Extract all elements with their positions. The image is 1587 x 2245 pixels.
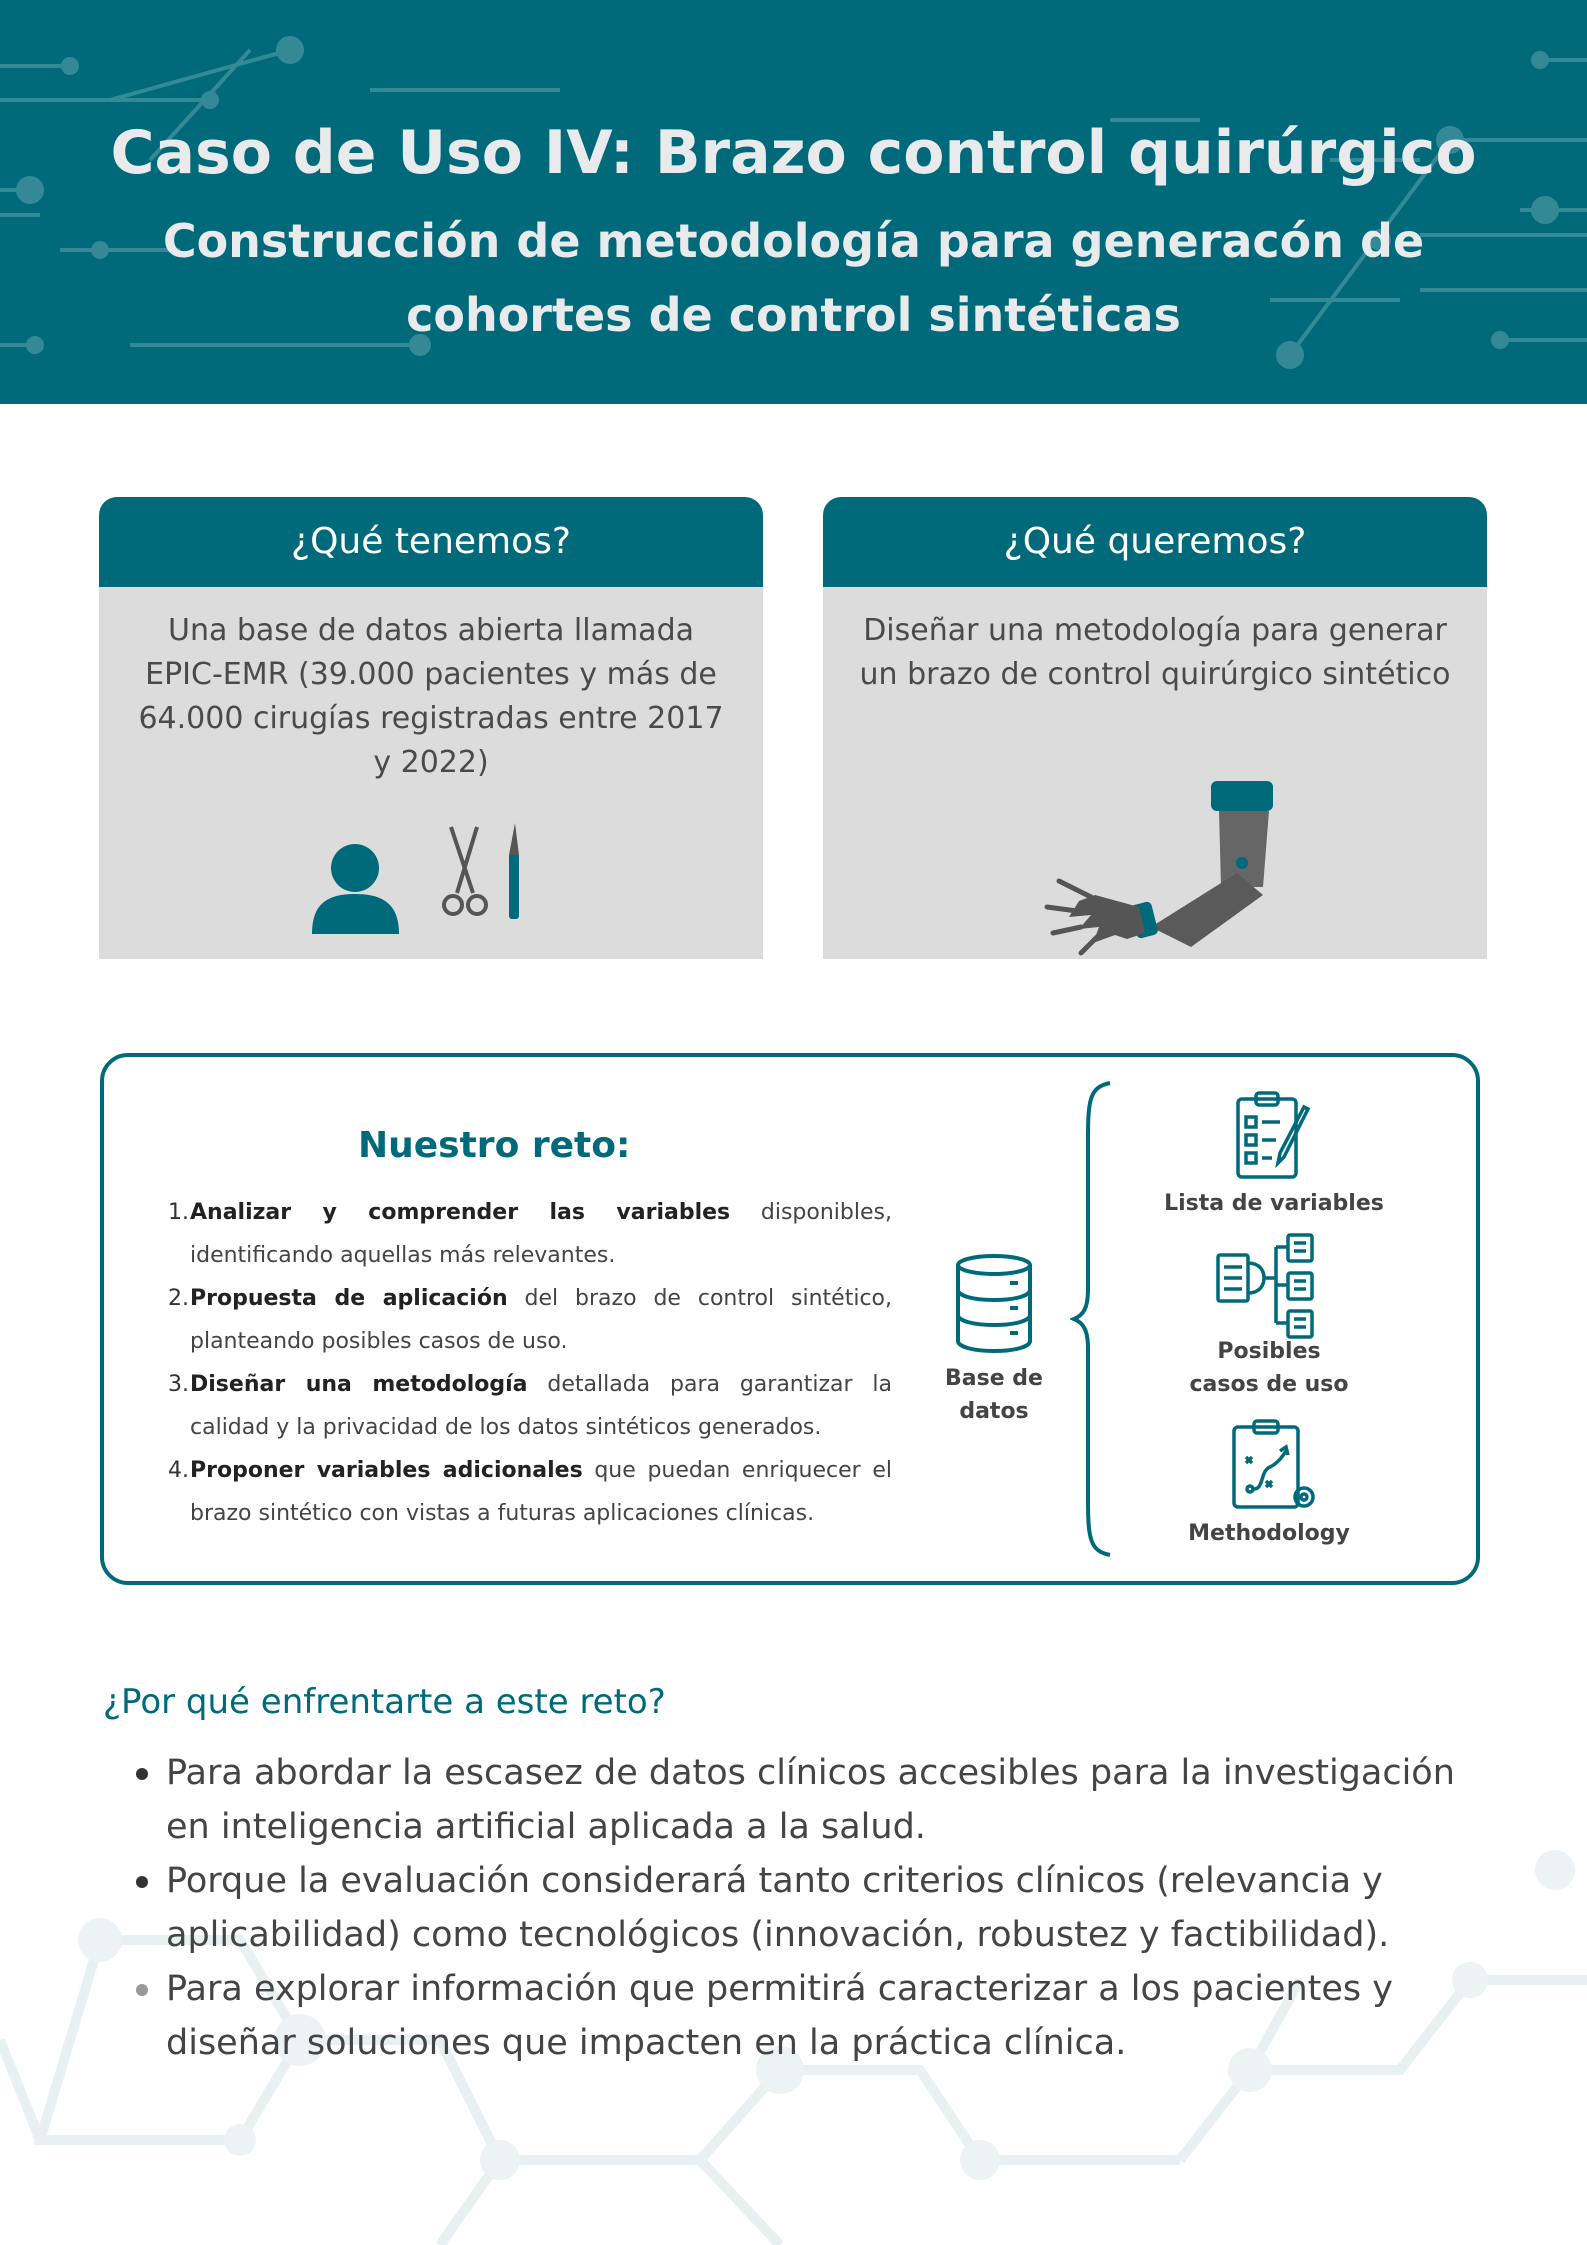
bullet-icon <box>136 1984 148 1996</box>
reto-item-bold: Analizar y comprender las variables <box>190 1200 731 1225</box>
header-banner <box>0 0 1587 404</box>
why-list-item <box>130 1746 1500 1854</box>
reto-item-rest: detallada para garantizar la calidad y la privacidad de los datos sintéticos generados. <box>190 1372 893 1440</box>
why-list-item <box>130 1854 1500 1962</box>
page-title: Caso de Uso IV: Brazo control quirúrgico <box>110 118 1477 188</box>
methodology-icon <box>1230 1417 1320 1513</box>
why-list <box>130 1746 1500 2070</box>
methodology-label: Methodology <box>1188 1521 1350 1546</box>
base-datos-label-1: Base de <box>945 1366 1043 1391</box>
reto-item-bold: Proponer variables adicionales <box>190 1458 583 1483</box>
reto-item <box>168 1277 892 1363</box>
reto-item-text <box>190 1363 892 1449</box>
posibles-casos-label <box>1164 1335 1374 1401</box>
why-title: ¿Por qué enfrentarte a este reto? <box>103 1682 666 1722</box>
reto-item-number: 2. <box>168 1286 189 1311</box>
card-que-queremos <box>823 497 1487 959</box>
subtitle-line-1: Construcción de metodología para generacón de <box>162 214 1425 268</box>
base-datos-label <box>932 1362 1056 1428</box>
card-body <box>823 587 1487 959</box>
card-que-tenemos <box>99 497 763 959</box>
reto-item-rest: disponibles, identificando aquellas más relevantes. <box>190 1200 892 1268</box>
reto-item-number: 3. <box>168 1372 189 1397</box>
card-heading: ¿Qué tenemos? <box>99 497 763 587</box>
reto-item-bold: Propuesta de aplicación <box>190 1286 508 1311</box>
reto-box <box>100 1053 1480 1585</box>
bullet-icon <box>136 1768 148 1780</box>
reto-item <box>168 1363 892 1449</box>
posibles-label-2: casos de uso <box>1189 1372 1349 1397</box>
card-heading: ¿Qué queremos? <box>823 497 1487 587</box>
reto-title: Nuestro reto: <box>358 1125 631 1166</box>
reto-item-rest: que puedan enriquecer el brazo sintético con vistas a futuras aplicaciones clínicas. <box>190 1458 893 1526</box>
card-text: Una base de datos abierta llamada EPIC-EMR (39.000 pacientes y más de 64.000 cirugías registradas entre 2017 y 2022) <box>138 613 724 780</box>
why-item-text: Para abordar la escasez de datos clínicos accesibles para la investigación en inteligencia artificial aplicada a la salud. <box>166 1753 1455 1847</box>
surgical-tools-icon <box>433 823 533 923</box>
reto-item-text <box>190 1277 892 1363</box>
why-item-text: Porque la evaluación considerará tanto criterios clínicos (relevancia y aplicabilidad) como tecnológicos (innovación, robustez y factibilidad). <box>166 1861 1390 1955</box>
why-list-item <box>130 1962 1500 2070</box>
use-cases-icon <box>1214 1229 1324 1339</box>
reto-item-text <box>190 1449 892 1535</box>
reto-list <box>168 1191 892 1535</box>
database-icon <box>952 1253 1036 1353</box>
robotic-arm-icon <box>1041 777 1281 957</box>
reto-item-rest: del brazo de control sintético, planteando posibles casos de uso. <box>190 1286 892 1354</box>
curly-brace <box>1070 1079 1120 1559</box>
reto-item-number: 1. <box>168 1200 189 1225</box>
reto-item <box>168 1191 892 1277</box>
reto-item <box>168 1449 892 1535</box>
patient-icon <box>307 834 407 934</box>
bullet-icon <box>136 1876 148 1888</box>
base-datos-label-2: datos <box>959 1399 1029 1424</box>
reto-item-text <box>190 1191 892 1277</box>
lista-variables-label: Lista de variables <box>1164 1191 1384 1216</box>
card-text: Diseñar una metodología para generar un brazo de control quirúrgico sintético <box>859 613 1451 692</box>
page-subtitle <box>0 204 1587 352</box>
subtitle-line-2: cohortes de control sintéticas <box>406 288 1181 342</box>
card-body <box>99 587 763 959</box>
checklist-icon <box>1234 1089 1314 1181</box>
reto-item-number: 4. <box>168 1458 189 1483</box>
posibles-label-1: Posibles <box>1217 1339 1321 1364</box>
why-item-text: Para explorar información que permitirá caracterizar a los pacientes y diseñar soluciones que impacten en la práctica clínica. <box>166 1969 1393 2063</box>
reto-item-bold: Diseñar una metodología <box>190 1372 528 1397</box>
